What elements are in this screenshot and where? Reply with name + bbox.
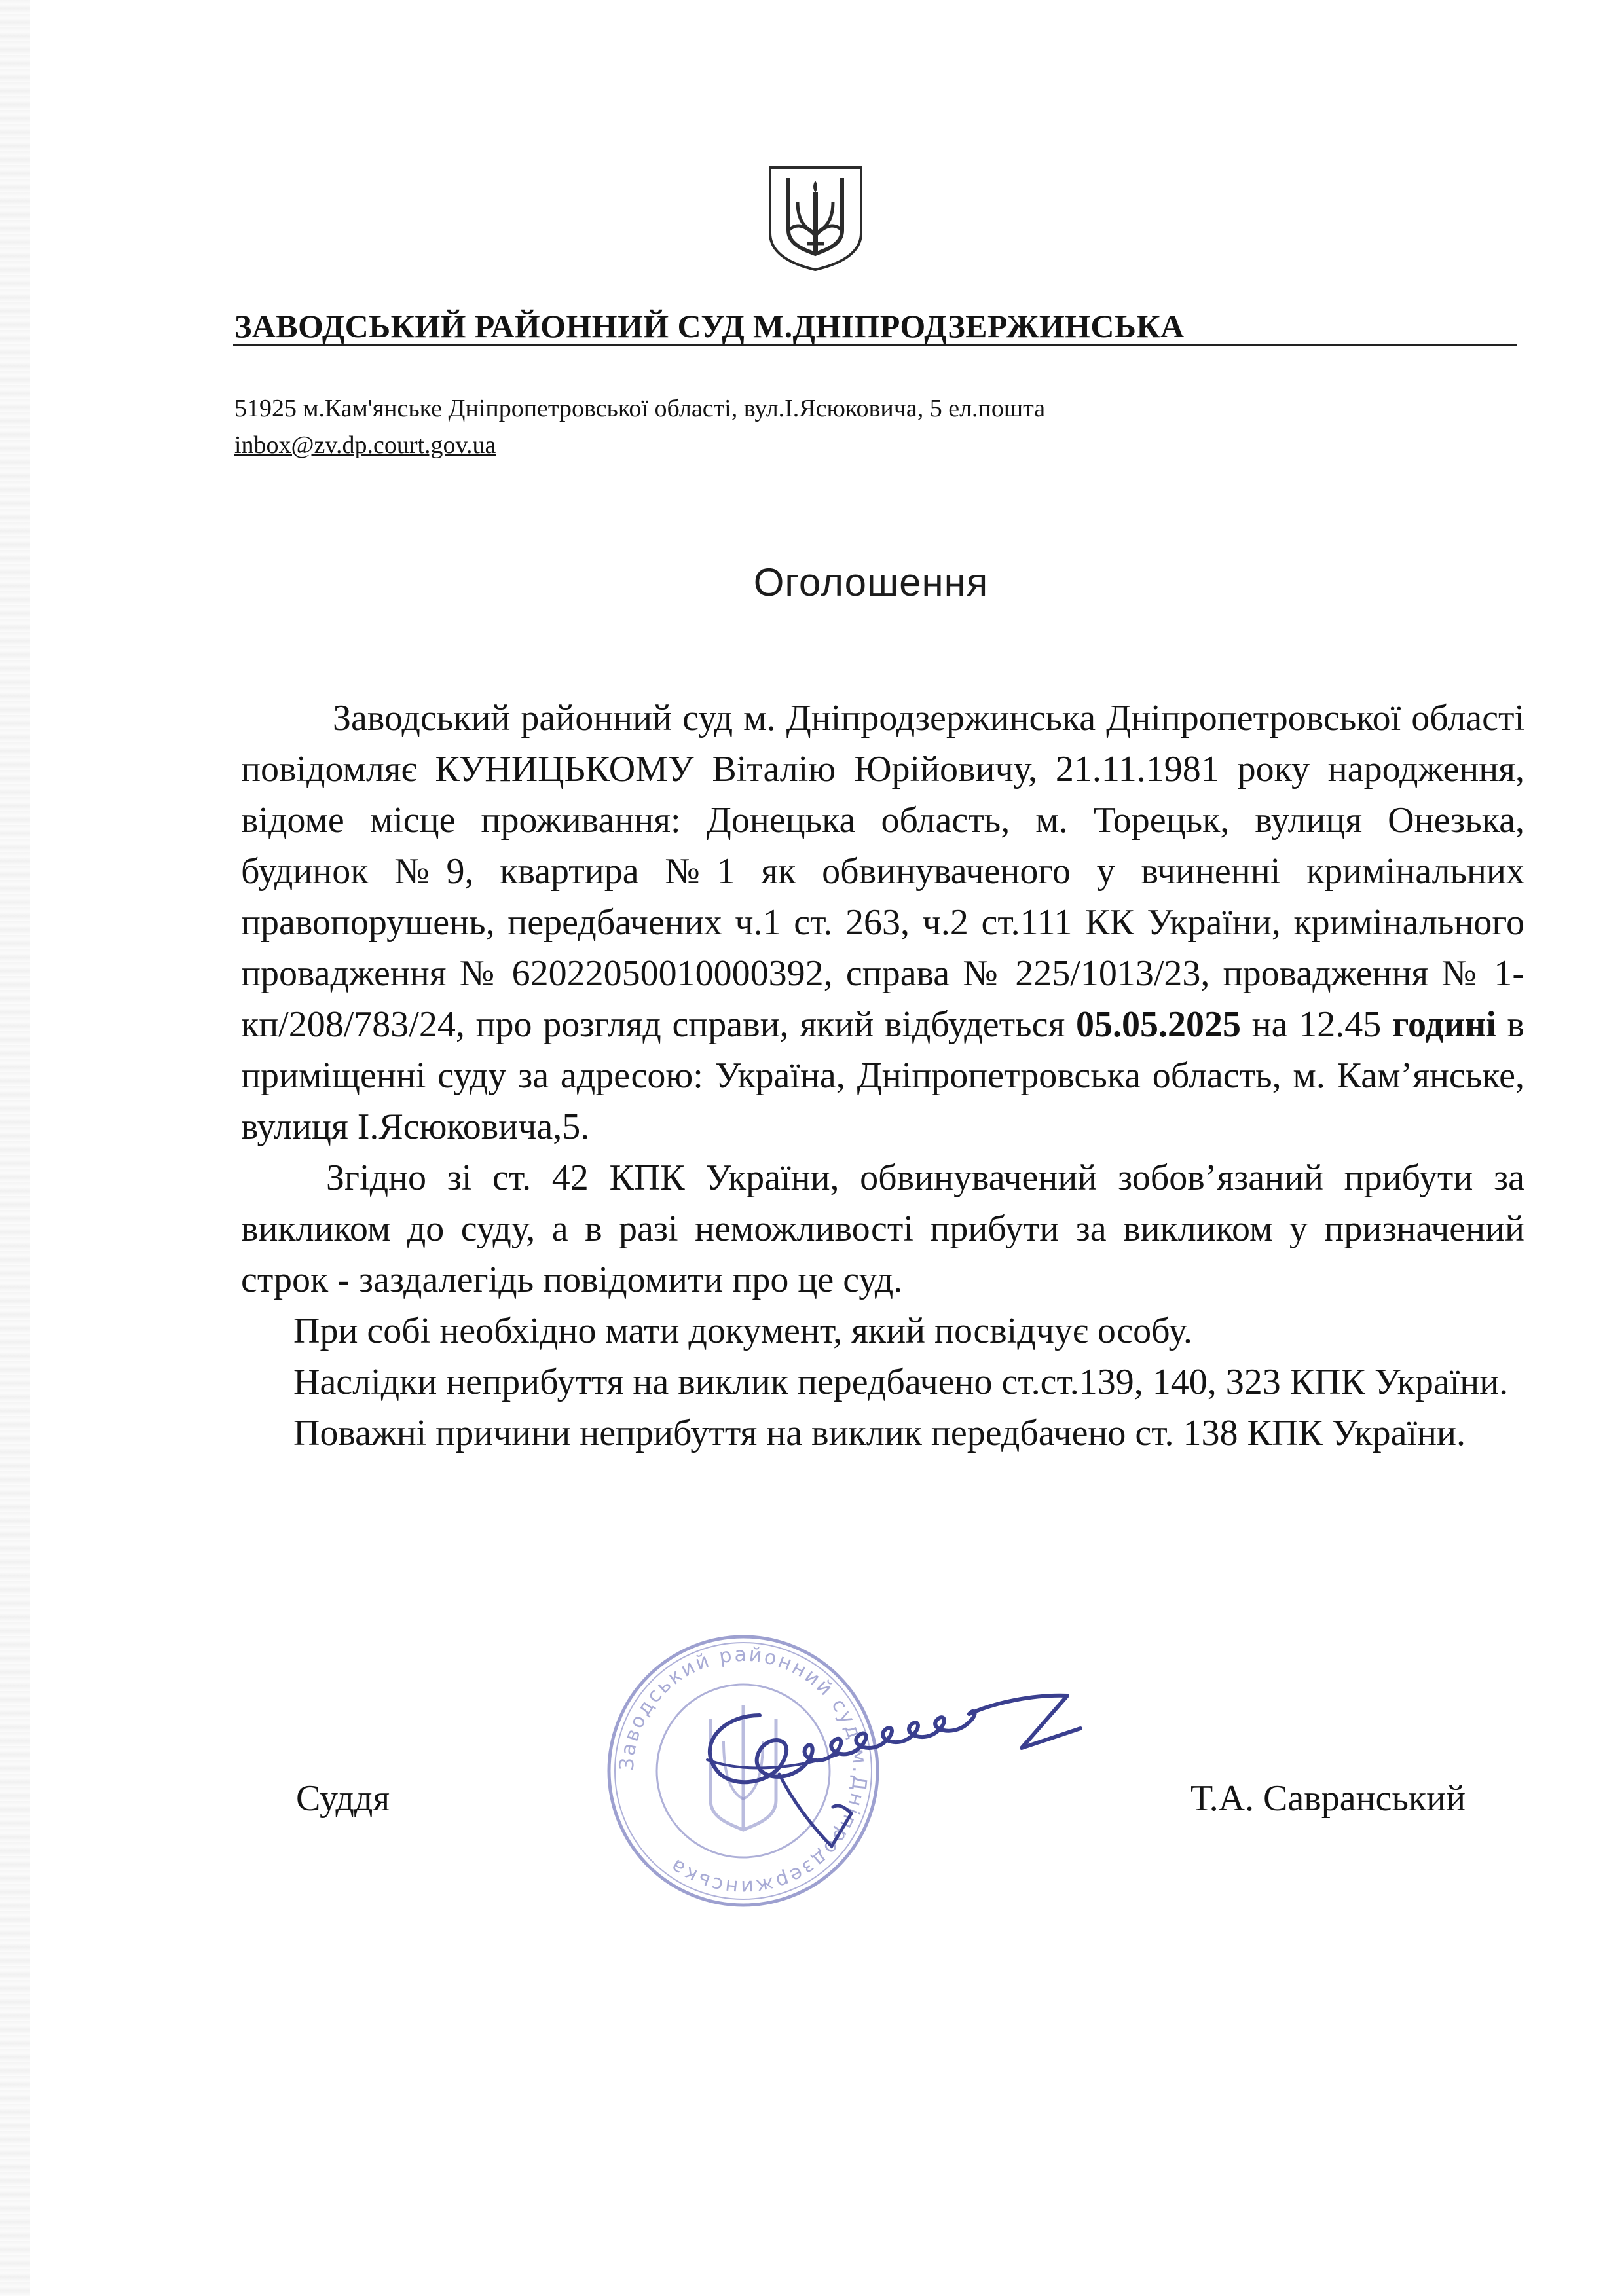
announcement-body [241,693,1524,1459]
notice-text-part-3: в приміщенні суду за адресою: Україна, Дніпропетровська область, м. Кам’янське, вулиця І.Ясюковича,5. [241,1004,1525,1147]
handwritten-signature-icon [681,1676,1126,1866]
stamp-ring-text: Заводський районний суд м.Дніпродзержинська [615,1643,872,1899]
header-divider [233,344,1517,346]
paragraph-consequences: Наслідки неприбуття на виклик передбачено ст.ст.139, 140, 323 КПК України. [293,1362,1509,1402]
scan-edge-shading [0,0,30,2296]
judge-name: Т.А. Савранський [1190,1778,1466,1819]
judge-label: Суддя [296,1778,390,1819]
hearing-date: 05.05.2025 [1075,1004,1241,1045]
hearing-hour-word: годині [1392,1004,1496,1045]
court-email-link[interactable]: inbox@zv.dp.court.gov.ua [234,431,496,459]
paragraph-id-document: При собі необхідно мати документ, який посвідчує особу. [293,1311,1192,1351]
document-title: Оголошення [753,560,989,604]
paragraph-valid-reasons: Поважні причини неприбуття на виклик передбачено ст. 138 КПК України. [293,1413,1466,1453]
trident-emblem-icon [765,162,866,272]
court-address: 51925 м.Кам'янське Дніпропетровської області, вул.І.Ясюковича, 5 ел.пошта [234,395,1046,422]
paragraph-notice [241,693,1524,1152]
notice-text-part-2: на 12.45 [1240,1004,1392,1045]
court-name: ЗАВОДСЬКИЙ РАЙОННИЙ СУД М.ДНІПРОДЗЕРЖИНСЬКА [234,308,1185,344]
paragraph-obligation: Згідно зі ст. 42 КПК України, обвинувачений зобов’язаний прибути за викликом до суду, а в разі неможливості прибути за викликом у призначений строк - заздалегідь повідомити про це суд. [241,1157,1524,1300]
notice-text-part-1: Заводський районний суд м. Дніпродзержинська Дніпропетровської області повідомляє КУНИЦЬКОМУ Віталію Юрійовичу, 21.11.1981 року народження, відоме місце проживання: Донецька область, м. Торецьк, вулиця Онезька, будинок №9, квартира №1 як обвинуваченого у вчиненні кримінальних правопорушень, передбачених ч.1 ст. 263, ч.2 ст.111 КК України, кримінального провадження № 62022050010000392, справа № 225/1013/23, провадження № 1-кп/208/783/24, про розгляд справи, який відбудеться [241,698,1524,1045]
